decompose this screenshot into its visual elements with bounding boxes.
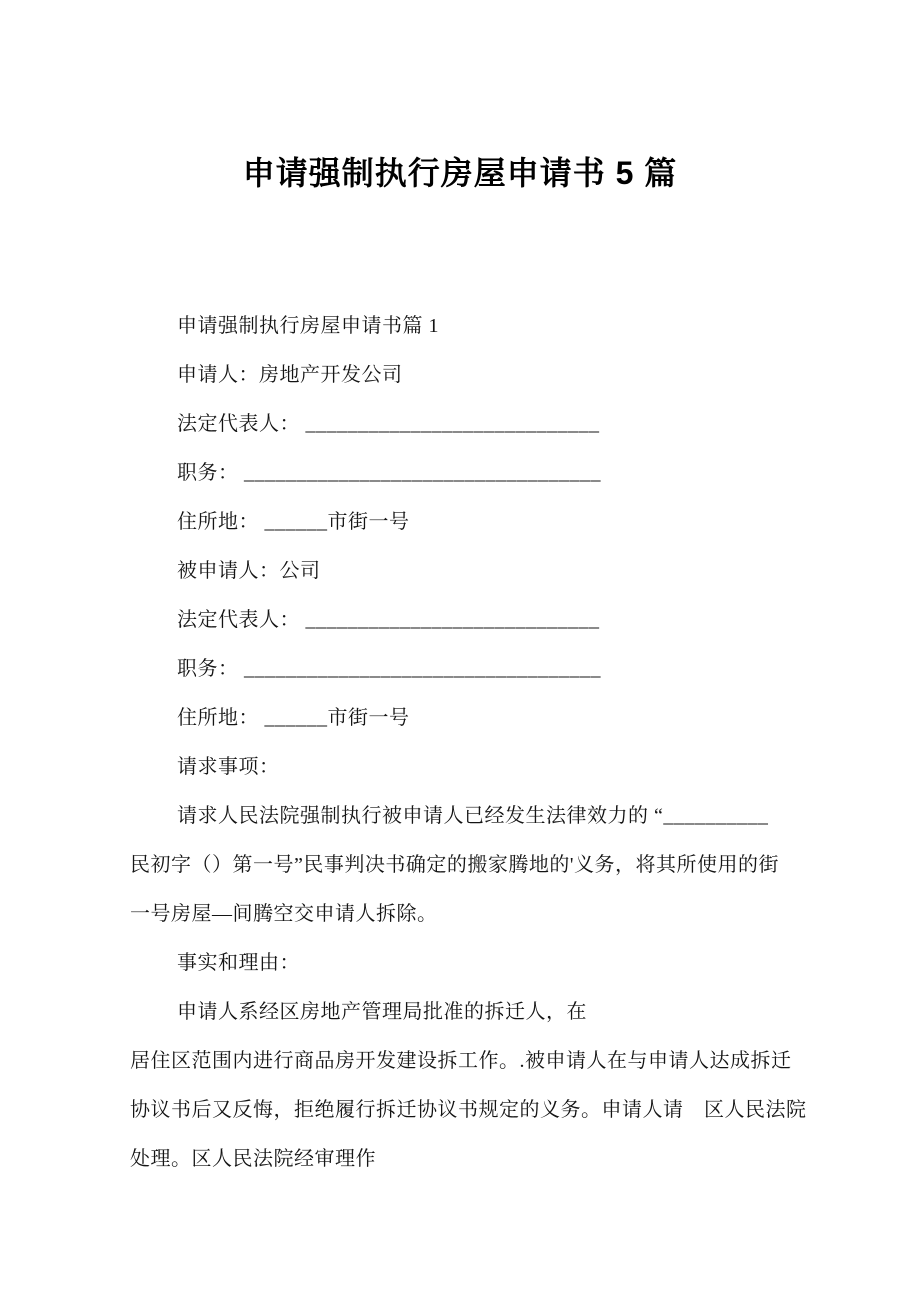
text-line: 法定代表人： ____________________________ xyxy=(177,609,600,631)
text-line: 协议书后又反悔，拒绝履行拆迁协议书规定的义务。申请人请 区人民法院 xyxy=(130,1099,807,1121)
text-line: 请求人民法院强制执行被申请人已经发生法律效力的 “__________ xyxy=(177,805,769,827)
text-line: 居住区范围内进行商品房开发建设拆工作。.被申请人在与申请人达成拆迁 xyxy=(130,1050,792,1072)
document-title: 申请强制执行房屋申请书 5 篇 xyxy=(242,155,678,191)
document-body xyxy=(130,302,807,1184)
text-line: 请求事项： xyxy=(177,756,280,778)
text-line: 住所地： ______市街一号 xyxy=(177,707,410,729)
text-line: 处理。区人民法院经审理作 xyxy=(130,1148,376,1170)
text-line: 民初字（）第一号”民事判决书确定的搬家腾地的'义务，将其所使用的街 xyxy=(130,854,779,876)
text-line: 一号房屋—间腾空交申请人拆除。 xyxy=(130,903,438,925)
text-line: 职务： __________________________________ xyxy=(177,658,601,680)
text-line: 事实和理由： xyxy=(177,952,300,974)
text-line: 申请强制执行房屋申请书篇 1 xyxy=(177,315,439,337)
text-line: 职务： __________________________________ xyxy=(177,462,601,484)
text-line: 被申请人：公司 xyxy=(177,560,321,582)
text-line: 申请人：房地产开发公司 xyxy=(177,364,403,386)
text-line: 法定代表人： ____________________________ xyxy=(177,413,600,435)
text-line: 住所地： ______市街一号 xyxy=(177,511,410,533)
text-line: 申请人系经区房地产管理局批准的拆迁人，在 xyxy=(177,1001,587,1023)
